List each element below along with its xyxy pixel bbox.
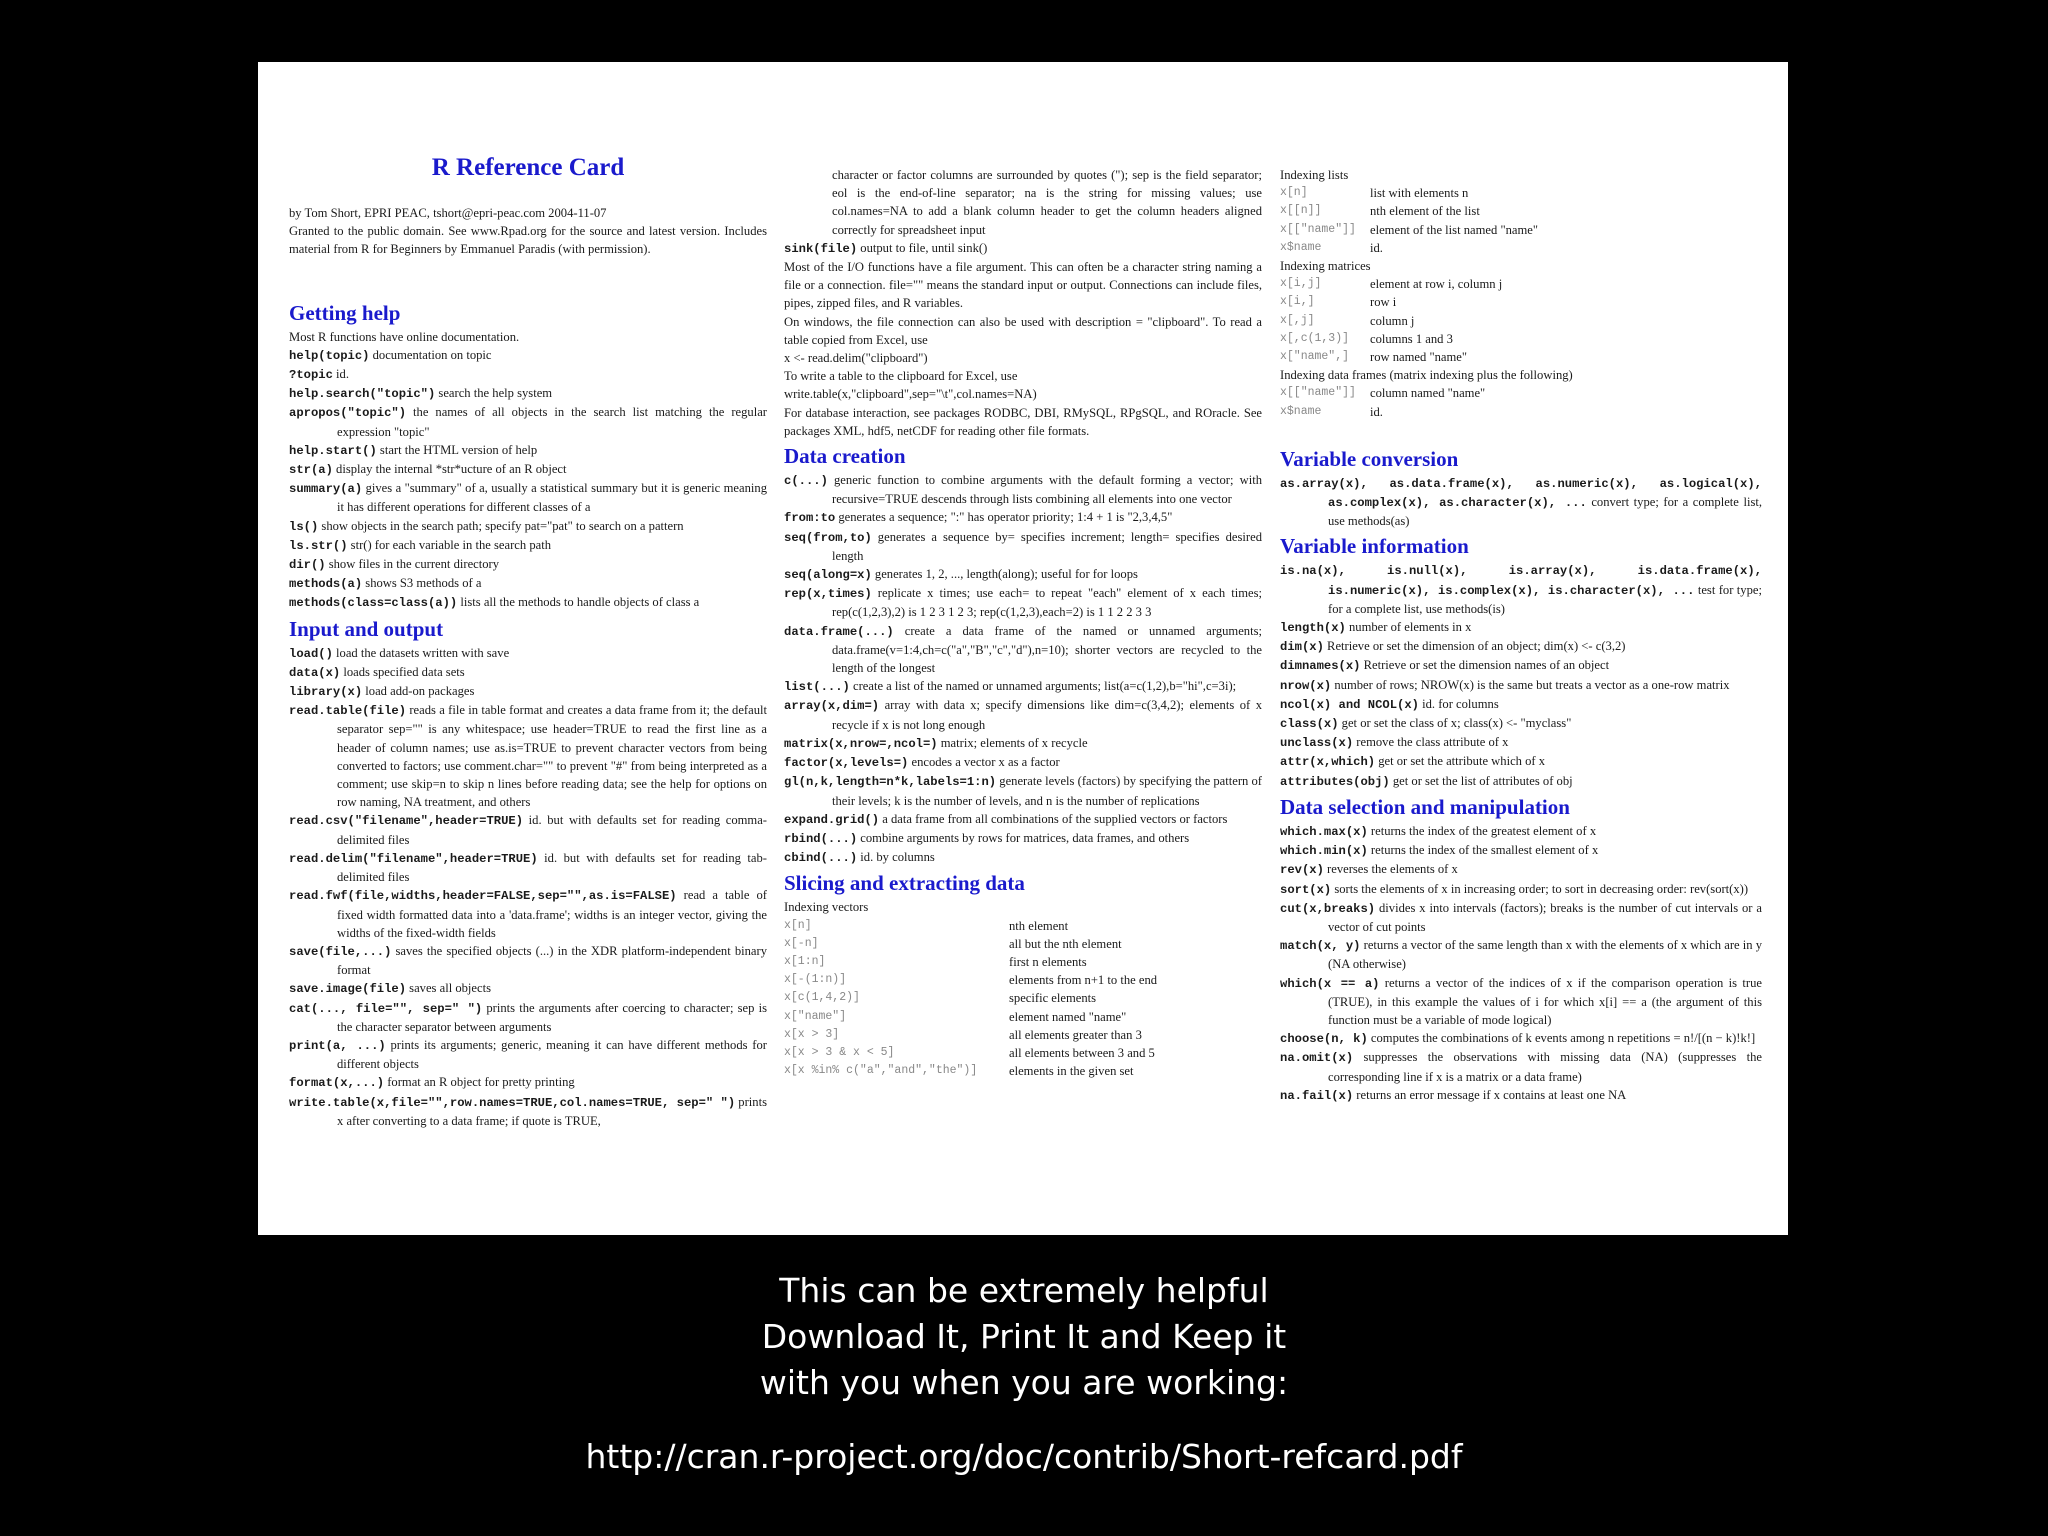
entry-code: list(...) <box>784 680 850 695</box>
card-intro: Granted to the public domain. See www.Rpad.org for the source and latest version. Includes material from R for Beginners by Emmanuel Paradis (with permission). <box>289 224 767 257</box>
entry-code: help(topic) <box>289 348 370 363</box>
entry-description: gives a "summary" of a, usually a statistical summary but it is generic meaning it has different operations for different classes of a <box>337 481 767 515</box>
index-meaning: first n elements <box>1009 954 1087 969</box>
entry-description: test for type; for a complete list, use methods(is) <box>1328 582 1762 616</box>
index-meaning: all but the nth element <box>1009 936 1122 951</box>
entry-code: matrix(x,nrow=,ncol=) <box>784 736 938 751</box>
card-entry <box>784 508 1262 527</box>
index-expression: x[x > 3 & x < 5] <box>784 1045 895 1059</box>
index-meaning: all elements greater than 3 <box>1009 1027 1142 1042</box>
card-entry <box>1280 474 1762 531</box>
card-entry <box>289 1073 767 1092</box>
index-row <box>784 953 1262 971</box>
entry-description: matrix; elements of x recycle <box>937 735 1088 750</box>
entry-description: number of elements in x <box>1345 620 1472 635</box>
entry-code: attr(x,which) <box>1280 755 1376 770</box>
card-entry <box>1280 695 1762 714</box>
section-heading: Variable information <box>1280 534 1469 559</box>
entry-description: generates a sequence; ":" has operator priority; 1:4 + 1 is "2,3,4,5" <box>835 510 1173 525</box>
card-entry <box>289 1036 767 1073</box>
card-entry <box>784 622 1262 678</box>
entry-code: c(...) <box>784 474 828 489</box>
index-meaning: columns 1 and 3 <box>1370 331 1453 346</box>
entry-description: id. for columns <box>1418 696 1499 711</box>
card-entry <box>784 471 1262 508</box>
index-expression: x["name"] <box>784 1009 847 1023</box>
card-entry <box>289 849 767 886</box>
card-entry <box>784 829 1262 848</box>
index-meaning: all elements between 3 and 5 <box>1009 1045 1155 1060</box>
index-meaning: list with elements n <box>1370 186 1469 201</box>
index-row <box>784 989 1262 1007</box>
card-entry <box>1280 733 1762 752</box>
entry-description: prints x after converting to a data frame; if quote is TRUE, <box>337 1094 767 1128</box>
entry-description: create a data frame of the named or unnamed arguments; data.frame(v=1:4,ch=c("a","B","c","d"),n=10); shorter vectors are recycled to the length of the longest <box>832 623 1262 676</box>
caption-line-2: Download It, Print It and Keep it <box>761 1317 1287 1356</box>
index-row <box>784 1044 1262 1062</box>
entry-description: computes the combinations of k events among n repetitions = n!/[(n − k)!k!] <box>1367 1031 1756 1046</box>
card-entry <box>289 403 767 440</box>
card-paragraph: write.table(x,"clipboard",sep="\t",col.names=NA) <box>784 387 1037 402</box>
caption-line-3: with you when you are working: <box>759 1363 1289 1402</box>
index-meaning: element named "name" <box>1009 1009 1127 1024</box>
entry-description: get or set the attribute which of x <box>1375 754 1546 769</box>
entry-code: na.fail(x) <box>1280 1088 1354 1103</box>
entry-description: load add-on packages <box>362 684 475 699</box>
entry-description: Retrieve or set the dimension of an object; dim(x) <- c(3,2) <box>1323 639 1626 654</box>
entry-code: which.min(x) <box>1280 844 1368 859</box>
entry-code: write.table(x,file="",row.names=TRUE,col.names=TRUE, sep=" ") <box>289 1095 736 1110</box>
entry-code: seq(from,to) <box>784 530 872 545</box>
card-entry <box>1280 860 1762 879</box>
card-entry <box>289 365 767 384</box>
entry-code: gl(n,k,length=n*k,labels=1:n) <box>784 775 997 790</box>
entry-code: unclass(x) <box>1280 736 1354 751</box>
index-row <box>1280 239 1762 257</box>
index-row <box>1280 202 1762 220</box>
index-row <box>1280 348 1762 366</box>
card-entry <box>1280 772 1762 791</box>
entry-code: sink(file) <box>784 241 858 256</box>
card-entry <box>1280 1086 1762 1105</box>
entry-code: data(x) <box>289 665 341 680</box>
entry-description: lists all the methods to handle objects of class a <box>457 595 700 610</box>
index-expression: x[,j] <box>1280 313 1315 327</box>
entry-code: load() <box>289 646 333 661</box>
index-row <box>784 1008 1262 1026</box>
entry-description: prints its arguments; generic, meaning it can have different methods for different objects <box>337 1037 767 1072</box>
index-expression: x[c(1,4,2)] <box>784 991 860 1005</box>
entry-code: sort(x) <box>1280 882 1332 897</box>
entry-description: combine arguments by rows for matrices, data frames, and others <box>857 830 1190 845</box>
entry-description: number of rows; NROW(x) is the same but treats a vector as a one-row matrix <box>1331 677 1730 692</box>
section-heading: Variable conversion <box>1280 446 1459 471</box>
card-entry <box>289 1093 767 1130</box>
index-meaning: row named "name" <box>1370 350 1468 365</box>
index-row <box>784 917 1262 935</box>
card-paragraph: Most R functions have online documentation. <box>289 329 520 344</box>
section-heading: Input and output <box>289 616 444 641</box>
entry-description: a data frame from all combinations of the supplied vectors or factors <box>879 811 1228 826</box>
card-entry <box>1280 714 1762 733</box>
index-expression: x[x > 3] <box>784 1027 840 1041</box>
entry-code: rev(x) <box>1280 863 1324 878</box>
card-paragraph: Most of the I/O functions have a file argument. This can often be a character string naming a file or a connection. file="" means the standard input or output. Connections can include files, pipes, zipped files, and R variables. <box>784 260 1262 311</box>
entry-code: ncol(x) and NCOL(x) <box>1280 697 1419 712</box>
index-meaning: element at row i, column j <box>1370 277 1503 292</box>
index-meaning: row i <box>1370 295 1397 310</box>
index-meaning: column named "name" <box>1370 386 1486 401</box>
card-entry <box>289 886 767 942</box>
entry-code: seq(along=x) <box>784 568 872 583</box>
card-entry <box>289 555 767 574</box>
card-entry <box>289 593 767 612</box>
index-row <box>1280 330 1762 348</box>
index-expression: x[1:n] <box>784 954 826 968</box>
entry-description: sorts the elements of x in increasing order; to sort in decreasing order: rev(sort(x)) <box>1331 881 1749 896</box>
entry-description: suppresses the observations with missing data (NA) (suppresses the corresponding line if x is a matrix or a data frame) <box>1328 1050 1762 1084</box>
card-entry <box>289 979 767 998</box>
card-entry <box>1280 822 1762 841</box>
card-entry <box>289 346 767 365</box>
index-meaning: element of the list named "name" <box>1370 222 1538 237</box>
entry-description: returns an error message if x contains at least one NA <box>1353 1087 1627 1102</box>
card-entry <box>1280 974 1762 1030</box>
card-entry <box>289 999 767 1036</box>
entry-code: print(a, ...) <box>289 1038 386 1053</box>
card-entry <box>784 810 1262 829</box>
index-row <box>1280 275 1762 293</box>
entry-code: array(x,dim=) <box>784 699 880 714</box>
section-heading: Slicing and extracting data <box>784 871 1025 896</box>
entry-description: generate levels (factors) by specifying the pattern of their levels; k is the number of levels, and n is the number of replications <box>832 774 1262 808</box>
entry-description: the names of all objects in the search list matching the regular expression "topic" <box>337 405 767 439</box>
entry-description: format an R object for pretty printing <box>384 1075 575 1090</box>
card-entry <box>289 574 767 593</box>
entry-code: as.array(x), as.data.frame(x), as.numeric(x), as.logical(x), as.complex(x), as.character(x), ... <box>1280 476 1762 511</box>
index-row <box>1280 293 1762 311</box>
index-expression: x$name <box>1280 404 1322 418</box>
entry-description: divides x into intervals (factors); breaks is the number of cut intervals or a vector of cut points <box>1328 900 1762 934</box>
entry-code: cut(x,breaks) <box>1280 901 1376 916</box>
card-entry <box>289 682 767 701</box>
entry-description: Retrieve or set the dimension names of an object <box>1360 658 1610 673</box>
entry-description: saves all objects <box>406 981 492 996</box>
card-byline: by Tom Short, EPRI PEAC, tshort@epri-peac.com 2004-11-07 <box>289 206 607 220</box>
entry-code: factor(x,levels=) <box>784 756 909 771</box>
index-row <box>784 1062 1262 1080</box>
entry-description: start the HTML version of help <box>376 442 538 457</box>
entry-description: search the help system <box>435 386 553 401</box>
entry-code: attributes(obj) <box>1280 774 1390 789</box>
index-row <box>1280 403 1762 421</box>
entry-code: which.max(x) <box>1280 824 1368 839</box>
index-expression: x["name",] <box>1280 350 1350 364</box>
card-entry <box>784 696 1262 733</box>
card-entry <box>1280 841 1762 860</box>
card-entry <box>1280 637 1762 656</box>
entry-code: save(file,...) <box>289 944 392 959</box>
entry-code: length(x) <box>1280 621 1346 636</box>
index-expression: x[n] <box>1280 186 1308 200</box>
entry-code: ?topic <box>289 368 333 383</box>
entry-code: save.image(file) <box>289 982 407 997</box>
card-entry <box>784 528 1262 565</box>
index-meaning: specific elements <box>1009 991 1097 1006</box>
index-expression: x[[n]] <box>1280 204 1322 218</box>
entry-description: display the internal *str*ucture of an R object <box>332 462 567 477</box>
entry-code: summary(a) <box>289 482 363 497</box>
entry-code: dimnames(x) <box>1280 659 1361 674</box>
entry-description: output to file, until sink() <box>857 240 988 255</box>
entry-description: shows S3 methods of a <box>362 576 482 591</box>
card-paragraph: Indexing vectors <box>784 900 869 915</box>
entry-code: read.delim("filename",header=TRUE) <box>289 851 538 866</box>
card-paragraph: Indexing lists <box>1280 168 1349 182</box>
entry-description: id. by columns <box>857 850 935 865</box>
index-expression: x[-(1:n)] <box>784 973 847 987</box>
entry-code: choose(n, k) <box>1280 1032 1368 1047</box>
entry-description: replicate x times; use each= to repeat "each" element of x each times; rep(c(1,2,3),2) is 1 2 3 1 2 3; rep(c(1,2,3),each=2) is 1 1 2 2 3 3 <box>832 586 1262 620</box>
index-expression: x[i,] <box>1280 295 1315 309</box>
entry-code: rep(x,times) <box>784 587 872 602</box>
entry-description: generic function to combine arguments with the default forming a vector; with recursive=TRUE descends through lists combining all elements into one vector <box>827 473 1262 507</box>
card-title: R Reference Card <box>431 154 625 181</box>
entry-code: nrow(x) <box>1280 678 1332 693</box>
section-heading: Getting help <box>289 300 401 325</box>
entry-code: dim(x) <box>1280 640 1324 655</box>
entry-code: na.omit(x) <box>1280 1051 1354 1066</box>
index-expression: x$name <box>1280 240 1322 254</box>
entry-code: rbind(...) <box>784 831 858 846</box>
entry-description: generates a sequence by= specifies increment; length= specifies desired length <box>832 529 1262 563</box>
index-expression: x[,c(1,3)] <box>1280 331 1350 345</box>
entry-code: read.fwf(file,widths,header=FALSE,sep="",as.is=FALSE) <box>289 889 677 904</box>
entry-description: get or set the list of attributes of obj <box>1389 773 1573 788</box>
entry-code: from:to <box>784 511 836 526</box>
index-row <box>1280 221 1762 239</box>
index-meaning: id. <box>1370 240 1383 255</box>
card-entry <box>1280 676 1762 695</box>
entry-code: library(x) <box>289 685 363 700</box>
card-entry <box>784 677 1262 696</box>
card-entry <box>289 517 767 536</box>
index-row <box>1280 184 1762 202</box>
entry-code: is.na(x), is.null(x), is.array(x), is.data.frame(x), is.numeric(x), is.complex(x), is.character(x), ... <box>1280 564 1762 598</box>
card-entry <box>784 565 1262 584</box>
card-entry <box>784 753 1262 772</box>
entry-code: str(a) <box>289 463 333 478</box>
card-paragraph: To write a table to the clipboard for Excel, use <box>784 369 1018 384</box>
caption-line-1: This can be extremely helpful <box>779 1271 1269 1310</box>
entry-description: array with data x; specify dimensions like dim=c(3,4,2); elements of x recycle if x is not long enough <box>832 698 1262 732</box>
entry-description: reverses the elements of x <box>1323 862 1458 877</box>
index-meaning: elements in the given set <box>1009 1064 1134 1079</box>
card-column-3 <box>1280 166 1762 1105</box>
index-meaning: column j <box>1370 313 1415 328</box>
entry-code: which(x == a) <box>1280 976 1380 991</box>
card-entry <box>1280 1029 1762 1048</box>
index-meaning: nth element of the list <box>1370 204 1480 219</box>
entry-code: methods(class=class(a)) <box>289 596 458 611</box>
entry-code: match(x, y) <box>1280 939 1361 954</box>
entry-description: read a table of fixed width formatted data into a 'data.frame'; widths is an integer vector, giving the widths of the fixed-width fields <box>337 888 767 940</box>
card-entry <box>289 460 767 479</box>
card-entry <box>1280 936 1762 973</box>
entry-description: convert type; for a complete list, use methods(as) <box>1328 495 1762 529</box>
refcard-url[interactable]: http://cran.r-project.org/doc/contrib/Short-refcard.pdf <box>585 1437 1463 1476</box>
entry-description: prints the arguments after coercing to character; sep is the character separator between arguments <box>337 1000 767 1034</box>
slide-caption <box>0 1268 2048 1406</box>
card-entry <box>784 734 1262 753</box>
card-column-1 <box>289 154 767 1130</box>
index-row <box>784 971 1262 989</box>
entry-description: str() for each variable in the search path <box>347 537 552 552</box>
card-entry <box>289 536 767 555</box>
entry-description: get or set the class of x; class(x) <- "myclass" <box>1338 716 1572 731</box>
entry-description: saves the specified objects (...) in the XDR platform-independent binary format <box>337 943 767 978</box>
card-entry <box>784 848 1262 867</box>
entry-description: loads specified data sets <box>340 664 465 679</box>
card-paragraph: For database interaction, see packages RODBC, DBI, RMySQL, RPgSQL, and ROracle. See packages XML, hdf5, netCDF for reading other file formats. <box>784 405 1262 438</box>
entry-code: help.search("topic") <box>289 387 436 402</box>
entry-code: data.frame(...) <box>784 624 894 639</box>
card-entry <box>289 811 767 848</box>
card-entry <box>289 701 767 811</box>
card-entry <box>1280 880 1762 899</box>
card-paragraph: On windows, the file connection can also be used with description = "clipboard". To read a table copied from Excel, use <box>784 314 1262 347</box>
reference-card-image <box>258 62 1788 1235</box>
entry-description: remove the class attribute of x <box>1353 735 1509 750</box>
index-expression: x[x %in% c("a","and","the")] <box>784 1064 978 1078</box>
section-heading: Data creation <box>784 444 906 469</box>
entry-code: read.table(file) <box>289 704 407 719</box>
card-entry <box>1280 1048 1762 1085</box>
card-entry <box>784 239 1262 258</box>
card-entry <box>1280 561 1762 618</box>
entry-code: class(x) <box>1280 717 1339 732</box>
entry-description: id. but with defaults set for reading comma-delimited files <box>337 813 767 847</box>
entry-description: returns a vector of the indices of x if the comparison operation is true (TRUE), in this example the values of i for which x[i] == a (the argument of this function must be a variable of mode logical) <box>1328 975 1762 1027</box>
entry-description: create a list of the named or unnamed arguments; list(a=c(1,2),b="hi",c=3i); <box>849 679 1237 694</box>
entry-description: load the datasets written with save <box>332 645 510 660</box>
spacer <box>1280 421 1762 443</box>
entry-description: encodes a vector x as a factor <box>908 755 1060 770</box>
card-entry <box>289 644 767 663</box>
card-paragraph: x <- read.delim("clipboard") <box>784 351 928 366</box>
card-entry <box>1280 752 1762 771</box>
entry-description: generates 1, 2, ..., length(along); useful for for loops <box>871 567 1138 582</box>
entry-description: returns the index of the smallest element of x <box>1367 843 1599 858</box>
index-expression: x[-n] <box>784 936 819 950</box>
index-row <box>784 935 1262 953</box>
entry-code: expand.grid() <box>784 812 880 827</box>
index-meaning: nth element <box>1009 918 1069 933</box>
entry-description: returns a vector of the same length than x with the elements of x which are in y (NA otherwise) <box>1328 938 1763 972</box>
card-entry <box>784 772 1262 809</box>
card-entry <box>289 479 767 516</box>
card-paragraph: character or factor columns are surrounded by quotes ("); sep is the field separator; eol is the end-of-line separator; na is the string for missing values; use col.names=NA to add a blank column header to get the column headers aligned correctly for spreadsheet input <box>832 168 1262 237</box>
card-entry <box>289 942 767 979</box>
entry-description: show files in the current directory <box>325 557 500 572</box>
card-paragraph: Indexing matrices <box>1280 259 1371 274</box>
index-expression: x[n] <box>784 918 812 932</box>
entry-code: ls.str() <box>289 538 348 553</box>
card-entry <box>1280 618 1762 637</box>
card-entry <box>784 584 1262 621</box>
entry-code: cbind(...) <box>784 851 858 866</box>
entry-code: ls() <box>289 519 319 534</box>
index-row <box>1280 384 1762 402</box>
entry-code: read.csv("filename",header=TRUE) <box>289 814 524 829</box>
entry-code: format(x,...) <box>289 1076 385 1091</box>
card-entry <box>289 441 767 460</box>
index-row <box>784 1026 1262 1044</box>
index-expression: x[i,j] <box>1280 277 1322 291</box>
entry-code: cat(..., file="", sep=" ") <box>289 1001 483 1016</box>
entry-code: dir() <box>289 558 326 573</box>
entry-description: reads a file in table format and creates a data frame from it; the default separator sep="" is any whitespace; use header=TRUE to read the first line as a header of column names; use as.is=TRUE to prevent character vectors from being converted to factors; use comment.char="" to prevent "#" from being interpreted as a comment; use skip=n to skip n lines before reading data; see the help for options on row naming, NA treatment, and others <box>337 703 767 810</box>
section-heading: Data selection and manipulation <box>1280 794 1570 819</box>
entry-code: methods(a) <box>289 577 363 592</box>
entry-description: returns the index of the greatest element of x <box>1367 823 1597 838</box>
entry-description: id. <box>332 367 349 382</box>
card-entry <box>289 384 767 403</box>
index-expression: x[["name"]] <box>1280 222 1356 236</box>
index-meaning: id. <box>1370 404 1383 419</box>
entry-code: apropos("topic") <box>289 406 407 421</box>
index-expression: x[["name"]] <box>1280 386 1356 400</box>
card-entry <box>289 663 767 682</box>
entry-description: id. but with defaults set for reading tab-delimited files <box>337 850 767 885</box>
entry-description: show objects in the search path; specify pat="pat" to search on a pattern <box>318 518 684 533</box>
index-row <box>1280 312 1762 330</box>
entry-code: help.start() <box>289 443 377 458</box>
card-column-2 <box>784 166 1262 1080</box>
card-entry <box>1280 656 1762 675</box>
index-meaning: elements from n+1 to the end <box>1009 973 1158 988</box>
card-entry <box>1280 899 1762 936</box>
entry-description: documentation on topic <box>369 347 492 362</box>
card-paragraph: Indexing data frames (matrix indexing plus the following) <box>1280 368 1573 383</box>
